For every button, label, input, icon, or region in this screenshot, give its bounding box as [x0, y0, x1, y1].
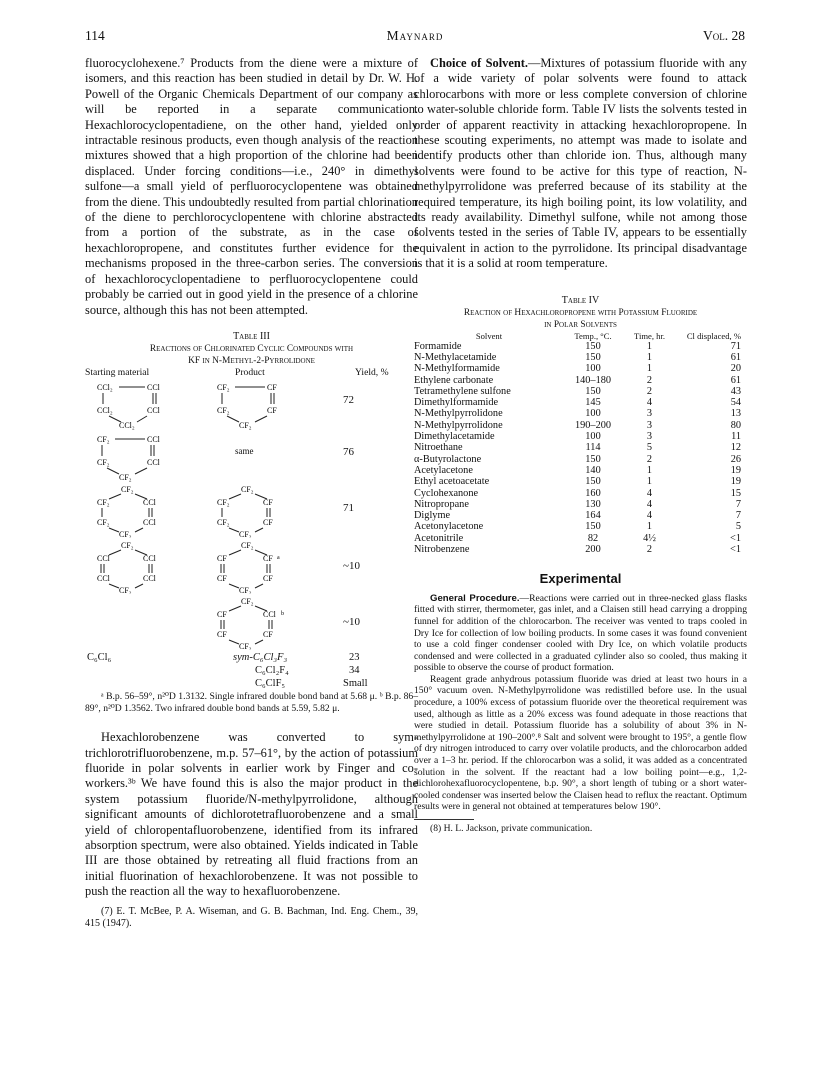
table4-cell-solvent: N-Methylpyrrolidone — [414, 419, 503, 431]
table4-cell-time: 4 — [646, 397, 653, 409]
structure-octafluorocyclohexadiene — [217, 540, 297, 594]
table3-row-2 — [85, 432, 418, 484]
svg-text:CCl₂: CCl₂ — [97, 382, 113, 392]
table4-cell-solvent: α-Butyrolactone — [414, 453, 482, 465]
table4-cell-solvent: Tetramethylene sulfone — [414, 385, 511, 397]
table4-cell-time: 5 — [646, 442, 653, 454]
table3-row-1 — [85, 380, 418, 432]
svg-text:CF₂: CF₂ — [97, 517, 110, 527]
running-header — [85, 28, 745, 48]
table4-col-temp: Temp., °C. — [574, 330, 612, 341]
table4-cell-cl-displaced: <1 — [730, 532, 741, 544]
table3-yield-5: ~10 — [343, 615, 360, 628]
general-procedure-heading: General Procedure. — [430, 592, 520, 604]
table4-cell-time: 4 — [646, 487, 653, 499]
table4-row — [414, 521, 747, 532]
table4-cell-temp: 114 — [585, 442, 601, 454]
svg-text:CF₂: CF₂ — [241, 596, 254, 606]
svg-text:CF₂: CF₂ — [239, 641, 252, 650]
svg-text:CCl: CCl — [263, 609, 276, 619]
paragraph-solvent — [414, 56, 747, 272]
general-procedure-text: —Reactions were carried out in three-necked glass flasks fitted with stirrer, thermometer, gas inlet, and a Claisen still head carrying a dropping funnel for addition of the chlorocarbon. The receiver was vented to traps cooled in Dry Ice for collection of low boiling products. In some cases it was found convenient to use a cold finger condenser cooled with Dry Ice, on which volatile products condensed and were collected in a graduated cylinder also so cooled, thus making it possible to observe the course of product formation. — [414, 592, 748, 674]
svg-text:CF: CF — [217, 629, 227, 639]
table3-row-c6cl6-1 — [85, 652, 418, 665]
table4-cell-temp: 160 — [585, 487, 601, 499]
table3-title-line2: KF in N-Methyl-2-Pyrrolidone — [188, 355, 315, 366]
table3-product-yield-1: 23 — [349, 651, 360, 663]
reagent-paragraph: Reagent grade anhydrous potassium fluoride was dried at least two hours in a 150° vacuum oven. N-Methylpyrrolidone was redistilled before use. In the usual procedure, a 100% excess of potassium fluoride over the theoretical requirement was used, although as little as a 20% excess was found adequate in those reactions that were studied in detail. Potassium fluoride has a solubility of about 3% in N-methylpyrrolidone at 190–200°.⁸ Salt and solvent were brought to 195°, a gentle flow of dry nitrogen introduced to carry over volatile products, and the chlorocarbon added over a 1–3 hr. period. If the chlorocarbon was a solid, it was added as a concentrated solution in the solvent. If the reactant had a low boiling point—e.g., 1,2-dichlorohexafluorocyclopentene, b.p. 90°, a short length of tubing or a short water-cooled condenser was inserted below the Claisen head to reflux the reactant. Optimum results were in general not obtained at temperatures below 190°. — [414, 673, 747, 813]
svg-text:CF₂: CF₂ — [239, 585, 252, 594]
table4-cell-time: 3 — [646, 419, 653, 431]
footnote-7-wrap — [85, 906, 418, 930]
table3-product-2: C₆Cl₂F₄ — [255, 664, 289, 676]
table4-caption: Table IV — [561, 294, 600, 306]
table4-cell-solvent: N-Methylacetamide — [414, 351, 497, 363]
structure-perchlorocyclopentene — [97, 380, 177, 430]
svg-text:CF₂: CF₂ — [97, 497, 110, 507]
svg-text:CCl: CCl — [143, 573, 156, 583]
svg-text:CF₂: CF₂ — [241, 540, 254, 550]
svg-text:a: a — [277, 554, 280, 561]
table3-starting-c6cl6: C₆Cl₆ — [87, 651, 112, 663]
table4-title-line1: Reaction of Hexachloropropene with Potassium Fluoride — [463, 307, 698, 318]
solvent-text: —Mixtures of potassium fluoride with any of a wide variety of polar solvents were found to attack chlorocarbons with more or less complete conversion of chlorine to water-soluble chloride form. Table IV lists the solvents tested in order of apparent reactivity in attacking hexachloropropene. In these scouting experiments, no attempt was made to isolate and identify products other than chloride ion. Thus, although many solvents were found to be active for this type of reaction, N-methylpyrrolidone was preferred because of its stability at the required temperature, its high boiling point, its low volatility, and its ready availability. Dimethyl sulfone, while not among those solvents tested in the series of Table IV, appears to be essentially equivalent in action to the pyrrolidone. Its principal disadvantage is that it is a solid at room temperature. — [414, 56, 747, 271]
table4-cell-solvent: Nitropropane — [414, 498, 469, 510]
table4-cell-temp: 150 — [585, 385, 601, 397]
svg-text:CCl: CCl — [97, 573, 110, 583]
table4-cell-solvent: Dimethylformamide — [414, 397, 499, 409]
svg-text:CCl₂: CCl₂ — [119, 420, 135, 430]
svg-text:CF₂: CF₂ — [217, 382, 230, 392]
table4-cell-solvent: Diglyme — [414, 510, 451, 522]
structure-dichlorooctafluorocyclohexene — [97, 484, 177, 538]
table4-cell-temp: 190–200 — [574, 419, 612, 431]
table4-cell-temp: 164 — [585, 510, 601, 522]
volume-label: Vol. 28 — [703, 28, 745, 43]
experimental-body — [414, 593, 747, 813]
table4-cell-time: 1 — [646, 521, 653, 533]
table4-cell-time: 1 — [646, 363, 653, 375]
page-number: 114 — [85, 28, 105, 43]
table4-row — [414, 386, 747, 397]
paragraph-dienes: fluorocyclohexene.⁷ Products from the diene were a mixture of isomers, and this reaction has been studied in detail by Dr. W. H. Powell of the Organic Chemicals Department of our company as will be reported in a separate communication. Hexachlorocyclopentadiene, on the other hand, yielded only intractable resinous products, even though analysis of the reaction mixtures showed that a high proportion of the chlorine had been displaced. Under forcing conditions—i.e., 240° in dimethyl sulfone—a small yield of perfluorocyclopentene was obtained from the diene. This undoubtedly resulted from partial chlorination of the diene to perchlorocyclopentene with chlorine abstracted from a portion of the substrate, as in the case of hexachloropropene, and constitutes further evidence for the mechanisms proposed in the three-carbon series. The conversion of hexachlorocyclopentadiene to perfluorocyclopentene could probably be carried out in good yield in the presence of a chlorine source, although this has not been attempted. — [85, 56, 418, 317]
svg-text:CF: CF — [217, 553, 227, 563]
svg-text:b: b — [281, 610, 284, 617]
table4-cell-cl-displaced: 61 — [730, 351, 741, 363]
svg-text:CF: CF — [263, 553, 273, 563]
structure-tetrachlorocyclohexadiene — [97, 540, 177, 594]
table4-cell-cl-displaced: <1 — [730, 544, 741, 556]
table3-yield-3: 71 — [343, 501, 354, 514]
table4-cell-cl-displaced: 5 — [735, 521, 741, 533]
table4-cell-solvent: Acetonitrile — [414, 532, 464, 544]
table3-yield-2: 76 — [343, 445, 354, 458]
table3-col-start: Starting material — [85, 366, 150, 378]
table4-cell-solvent: Acetylacetone — [414, 464, 473, 476]
table4-body — [414, 341, 747, 556]
table4-cell-temp: 140 — [585, 464, 601, 476]
experimental-heading: Experimental — [539, 571, 622, 587]
svg-text:CF: CF — [217, 609, 227, 619]
svg-text:CF₂: CF₂ — [119, 585, 132, 594]
table3-title-line1: Reactions of Chlorinated Cyclic Compounds with — [149, 343, 354, 354]
table4-row — [414, 352, 747, 363]
svg-text:CF₂: CF₂ — [121, 484, 134, 494]
table4-cell-solvent: Acetonylacetone — [414, 521, 484, 533]
solvent-heading: Choice of Solvent. — [430, 56, 528, 70]
table4-cell-cl-displaced: 12 — [730, 442, 741, 454]
table4-row — [414, 533, 747, 544]
footnote-8-wrap — [414, 823, 747, 835]
table4-cell-solvent: Ethylene carbonate — [414, 374, 494, 386]
table4-cell-time: 4½ — [643, 532, 656, 544]
table4-cell-time: 1 — [646, 476, 653, 488]
svg-text:CCl: CCl — [147, 382, 160, 392]
table4-cell-cl-displaced: 13 — [730, 408, 741, 420]
table4-cell-solvent: Formamide — [414, 340, 462, 352]
table4-cell-time: 3 — [646, 431, 653, 443]
svg-text:CCl: CCl — [143, 497, 156, 507]
table4-cell-time: 1 — [646, 351, 653, 363]
table4-row — [414, 442, 747, 453]
structure-perfluorocyclopentene — [217, 380, 297, 430]
table4-cell-solvent: N-Methylpyrrolidone — [414, 408, 503, 420]
svg-text:CF: CF — [263, 573, 273, 583]
table3-row-4 — [85, 540, 418, 596]
table4-cell-time: 2 — [646, 453, 653, 465]
table4-cell-temp: 140–180 — [574, 374, 612, 386]
svg-text:CF: CF — [263, 497, 273, 507]
table4-cell-time: 1 — [646, 340, 653, 352]
svg-text:CCl: CCl — [147, 405, 160, 415]
table4-row — [414, 341, 747, 352]
table4-cell-solvent: N-Methylformamide — [414, 363, 500, 375]
svg-text:CF₂: CF₂ — [97, 457, 110, 467]
table4-cell-solvent: Cyclohexanone — [414, 487, 479, 499]
table3-footnote: ᵃ B.p. 56–59°, n²⁰D 1.3132. Single infrared double bond band at 5.68 μ. ᵇ B.p. 86–89°, n²⁰D 1.3562. Two infrared double bond bands at 5.59, 5.82 μ. — [85, 690, 418, 714]
table4-cell-time: 4 — [646, 510, 653, 522]
svg-text:CF₂: CF₂ — [217, 497, 230, 507]
svg-text:CF₂: CF₂ — [119, 529, 132, 538]
table4-row — [414, 363, 747, 374]
table4-cell-time: 2 — [646, 374, 653, 386]
table4-cell-temp: 150 — [585, 340, 601, 352]
table4-row — [414, 465, 747, 476]
table4-row — [414, 420, 747, 431]
table4-row — [414, 488, 747, 499]
table4-cell-cl-displaced: 71 — [730, 340, 741, 352]
right-column — [414, 56, 747, 835]
svg-text:CF: CF — [263, 517, 273, 527]
table4-cell-cl-displaced: 61 — [730, 374, 741, 386]
table3-product-yield-3: Small — [343, 677, 368, 689]
structure-decafluorocyclohexene — [217, 484, 297, 538]
table3-product-1: sym-C₆Cl₃F₃ — [233, 651, 288, 663]
table4-row — [414, 408, 747, 419]
table3-footnote-wrap — [85, 691, 418, 714]
table3-header — [85, 367, 418, 380]
table3-yield-4: ~10 — [343, 559, 360, 572]
table4-cell-solvent: Nitrobenzene — [414, 544, 470, 556]
svg-text:CF: CF — [267, 382, 277, 392]
table4-cell-cl-displaced: 7 — [735, 510, 741, 522]
table3-same-label: same — [235, 445, 254, 456]
table4-col-cl: Cl displaced, % — [686, 330, 741, 341]
table4-cell-cl-displaced: 11 — [731, 431, 741, 443]
svg-text:CF₂: CF₂ — [239, 420, 252, 430]
structure-chloroheptafluorocyclohexadiene — [217, 596, 297, 650]
table4-row — [414, 375, 747, 386]
general-procedure-paragraph — [414, 593, 747, 674]
table4-row — [414, 499, 747, 510]
table4-cell-temp: 100 — [585, 408, 601, 420]
table4 — [414, 331, 747, 556]
table3-row-c6cl6-3 — [85, 678, 418, 691]
table4-row — [414, 476, 747, 487]
table3-row-c6cl6-2 — [85, 665, 418, 678]
table4-cell-cl-displaced: 15 — [730, 487, 741, 499]
table4-row — [414, 544, 747, 555]
table4-col-time: Time, hr. — [634, 330, 665, 341]
svg-text:CCl: CCl — [147, 434, 160, 444]
table4-cell-cl-displaced: 20 — [730, 363, 741, 375]
table4-cell-temp: 150 — [585, 351, 601, 363]
svg-text:CF₂: CF₂ — [119, 472, 132, 482]
table3-yield-1: 72 — [343, 393, 354, 406]
svg-text:CCl: CCl — [147, 457, 160, 467]
footnote-8: (8) H. L. Jackson, private communication. — [430, 823, 593, 835]
svg-text:CF: CF — [267, 405, 277, 415]
table4-cell-time: 1 — [646, 464, 653, 476]
structure-dichlorohexafluorocyclopentene — [97, 432, 177, 482]
table4-cell-temp: 100 — [585, 363, 601, 375]
paragraph-hexachlorobenzene: Hexachlorobenzene was converted to sym-trichlorotrifluorobenzene, m.p. 57–61°, by the action of potassium fluoride in polar solvents in earlier work by Finger and co-workers.³ᵇ We have found this is also the major product in the system potassium fluoride/N-methylpyrrolidone, although significant amounts of dichlorotetrafluorobenzene and a small yield of chloropentafluorobenzene, identified from its infrared absorption spectrum, were also obtained. Yields indicated in Table III are those obtained by retreating all fluid fractions from an initial fluorination of hexachlorobenzene. It was not possible to push the reaction all the way to hexafluorobenzene. — [85, 730, 418, 899]
svg-text:CF₂: CF₂ — [239, 529, 252, 538]
table4-cell-temp: 150 — [585, 521, 601, 533]
table4-row — [414, 454, 747, 465]
svg-text:CCl: CCl — [97, 553, 110, 563]
table4-header-row — [414, 331, 747, 341]
table4-cell-temp: 100 — [585, 431, 601, 443]
table4-cell-solvent: Nitroethane — [414, 442, 463, 454]
svg-text:CF₂: CF₂ — [217, 405, 230, 415]
running-author: Maynard — [386, 28, 444, 43]
table4-cell-temp: 150 — [585, 476, 601, 488]
table4-cell-temp: 145 — [585, 397, 601, 409]
table4-cell-cl-displaced: 43 — [730, 385, 741, 397]
svg-text:CF₂: CF₂ — [241, 484, 254, 494]
table4-cell-cl-displaced: 80 — [730, 419, 741, 431]
table4-cell-time: 2 — [646, 385, 653, 397]
table4-cell-solvent: Ethyl acetoacetate — [414, 476, 490, 488]
table4-cell-time: 3 — [646, 408, 653, 420]
footnote-rule — [414, 819, 474, 820]
table4-row — [414, 431, 747, 442]
table3-col-product: Product — [235, 366, 265, 378]
table4-cell-temp: 150 — [585, 453, 601, 465]
table3-caption: Table III — [233, 330, 270, 342]
table4-cell-cl-displaced: 54 — [730, 397, 741, 409]
table4-cell-temp: 200 — [585, 544, 601, 556]
table3-product-3: C₆ClF₅ — [255, 677, 286, 689]
svg-text:CF₂: CF₂ — [121, 540, 134, 550]
table4-cell-temp: 82 — [587, 532, 599, 544]
svg-text:CCl: CCl — [143, 553, 156, 563]
table4-title-line2: in Polar Solvents — [544, 319, 617, 330]
table3-row-3 — [85, 484, 418, 540]
svg-text:CF₂: CF₂ — [97, 434, 110, 444]
table4-cell-cl-displaced: 19 — [730, 464, 741, 476]
svg-text:CF₂: CF₂ — [217, 517, 230, 527]
table4-col-solvent: Solvent — [475, 330, 503, 341]
table3-col-yield: Yield, % — [355, 366, 389, 378]
svg-text:CCl₂: CCl₂ — [97, 405, 113, 415]
svg-text:CCl: CCl — [143, 517, 156, 527]
table4-row — [414, 397, 747, 408]
svg-text:CF: CF — [217, 573, 227, 583]
table4-cell-cl-displaced: 7 — [735, 498, 741, 510]
svg-text:CF: CF — [263, 629, 273, 639]
left-column — [85, 56, 418, 930]
table4-cell-time: 2 — [646, 544, 653, 556]
table4-cell-solvent: Dimethylacetamide — [414, 431, 495, 443]
table3-row-5 — [85, 596, 418, 652]
table4-row — [414, 510, 747, 521]
table4-cell-temp: 130 — [585, 498, 601, 510]
table4-cell-cl-displaced: 26 — [730, 453, 741, 465]
table4-cell-time: 4 — [646, 498, 653, 510]
table3-product-yield-2: 34 — [349, 664, 360, 676]
footnote-7: (7) E. T. McBee, P. A. Wiseman, and G. B. Bachman, Ind. Eng. Chem., 39, 415 (1947). — [85, 905, 418, 929]
table4-cell-cl-displaced: 19 — [730, 476, 741, 488]
